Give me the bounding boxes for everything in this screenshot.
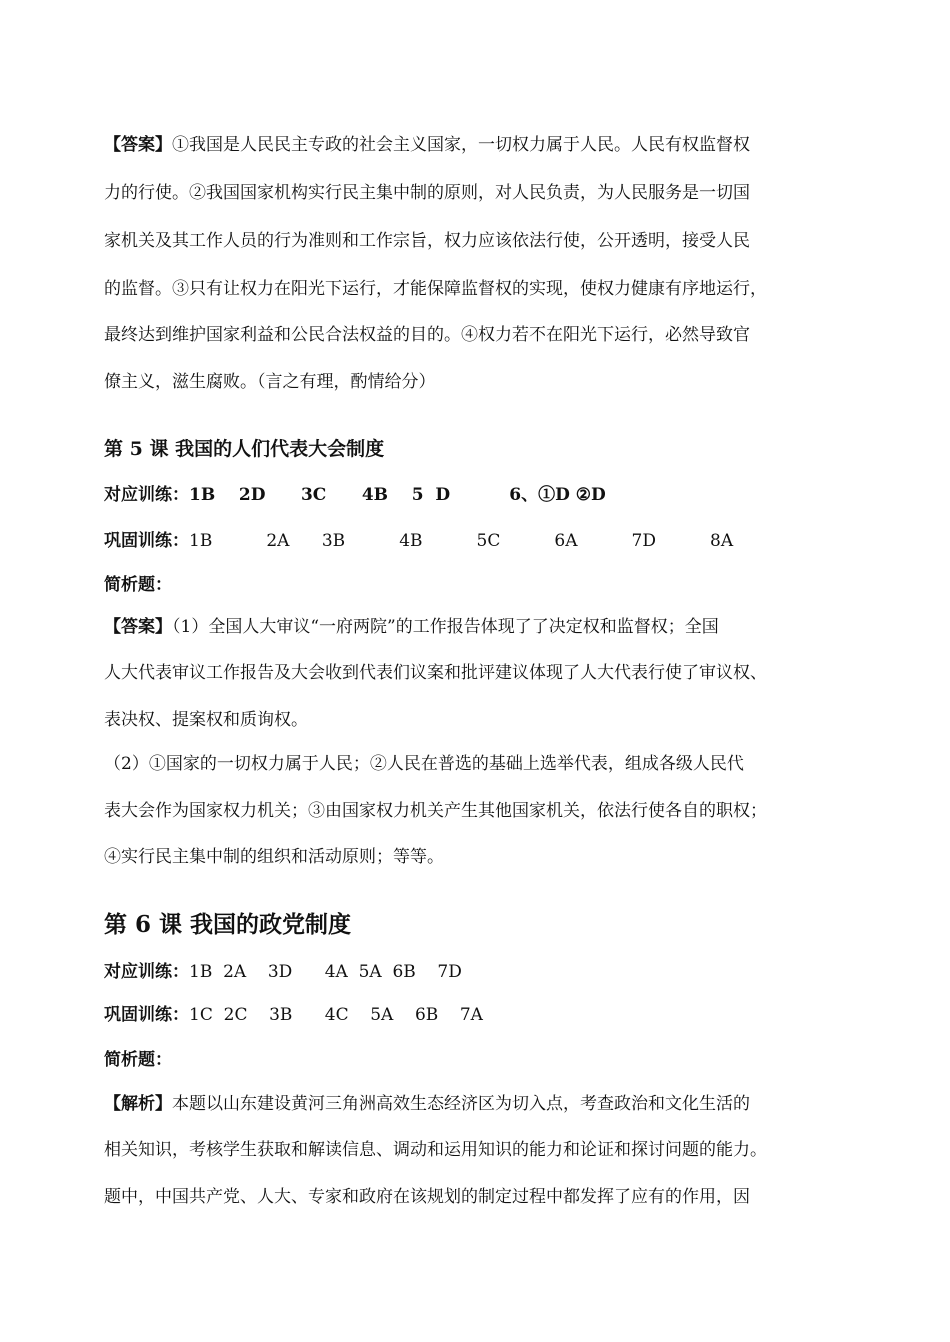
answer-line-5: 最终达到维护国家利益和公民合法权益的目的。④权力若不在阳光下运行，必然导致官 bbox=[104, 325, 750, 345]
lesson5-answer-line-4: （2）①国家的一切权力属于人民；②人民在普选的基础上选举代表，组成各级人民代 bbox=[104, 754, 744, 774]
answer-line-2: 力的行使。②我国国家机构实行民主集中制的原则，对人民负责，为人民服务是一切国 bbox=[104, 183, 750, 203]
lesson6-analysis-line-2: 相关知识，考核学生获取和解读信息、调动和运用知识的能力和论证和探讨问题的能力。 bbox=[104, 1140, 767, 1160]
lesson5-gonggu: 巩固训练：1B 2A 3B 4B 5C 6A 7D 8A bbox=[104, 531, 734, 551]
answer-line-4: 的监督。③只有让权力在阳光下运行，才能保障监督权的实现，使权力健康有序地运行， bbox=[104, 279, 767, 299]
lesson5-jianxi: 简析题： bbox=[104, 575, 172, 595]
lesson6-title: 第 6 课 我国的政党制度 bbox=[104, 911, 352, 938]
answer-tag: 【答案】 bbox=[104, 135, 172, 155]
lesson6-gonggu: 巩固训练：1C 2C 3B 4C 5A 6B 7A bbox=[104, 1005, 483, 1025]
lesson6-duiying: 对应训练：1B 2A 3D 4A 5A 6B 7D bbox=[104, 962, 462, 982]
lesson6-analysis-line-3: 题中，中国共产党、人大、专家和政府在该规划的制定过程中都发挥了应有的作用，因 bbox=[104, 1187, 750, 1207]
answer-line-1: 【答案】①我国是人民民主专政的社会主义国家，一切权力属于人民。人民有权监督权 bbox=[104, 135, 750, 155]
lesson5-answer-line-2: 人大代表审议工作报告及大会收到代表们议案和批评建议体现了人大代表行使了审议权、 bbox=[104, 663, 767, 683]
lesson5-answer-line-3: 表决权、提案权和质询权。 bbox=[104, 710, 308, 730]
lesson5-duiying: 对应训练：1B 2D 3C 4B 5 D 6、①D ②D bbox=[104, 485, 606, 505]
lesson6-jianxi: 简析题： bbox=[104, 1050, 172, 1070]
lesson5-title: 第 5 课 我国的人们代表大会制度 bbox=[104, 438, 385, 460]
lesson5-answer-line-5: 表大会作为国家权力机关；③由国家权力机关产生其他国家机关，依法行使各自的职权； bbox=[104, 801, 767, 821]
lesson5-answer-line-6: ④实行民主集中制的组织和活动原则；等等。 bbox=[104, 847, 444, 867]
lesson6-analysis-line-1: 【解析】本题以山东建设黄河三角洲高效生态经济区为切入点，考查政治和文化生活的 bbox=[104, 1094, 750, 1114]
lesson5-answer-line-1: 【答案】（1）全国人大审议“一府两院”的工作报告体现了了决定权和监督权；全国 bbox=[104, 617, 719, 637]
answer-line-6: 僚主义，滋生腐败。（言之有理，酌情给分） bbox=[104, 372, 436, 392]
answer-line-3: 家机关及其工作人员的行为准则和工作宗旨，权力应该依法行使，公开透明，接受人民 bbox=[104, 231, 750, 251]
